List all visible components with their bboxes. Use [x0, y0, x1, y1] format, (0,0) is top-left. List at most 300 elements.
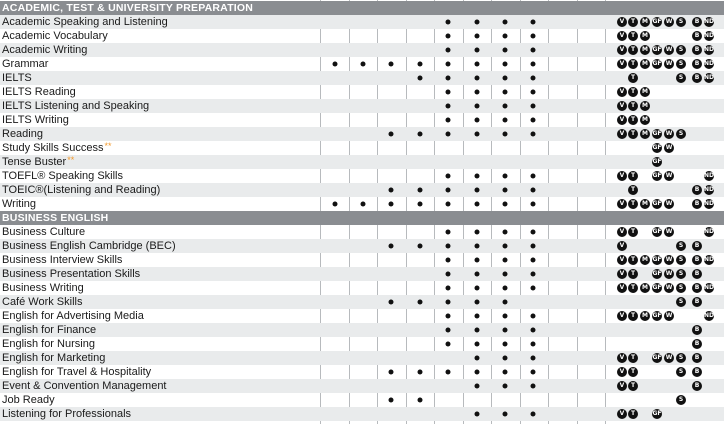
m-icon: M [640, 115, 650, 125]
level-dot [475, 314, 480, 319]
course-name [2, 393, 55, 407]
v-icon: V [617, 101, 627, 111]
table-row [0, 267, 724, 281]
course-label-text: Business Interview Skills [2, 254, 123, 266]
level-dot [531, 202, 536, 207]
s-icon: S [676, 17, 686, 27]
course-name [2, 29, 108, 43]
level-dot [531, 286, 536, 291]
course-name [2, 57, 48, 71]
level-dot [531, 244, 536, 249]
course-label-text: Business Culture [2, 226, 86, 238]
gf-icon: GF [652, 410, 662, 417]
m-icon: M [640, 87, 650, 97]
course-label-text: Reading [2, 128, 43, 140]
level-dot [475, 202, 480, 207]
course-name [2, 407, 131, 421]
w-icon: W [665, 228, 673, 235]
v-icon: V [617, 241, 627, 251]
level-dot [389, 370, 394, 375]
w-icon: W [665, 46, 673, 53]
table-row [0, 43, 724, 57]
w-icon: W [665, 130, 673, 137]
level-dot [503, 20, 508, 25]
level-dot [531, 188, 536, 193]
t-icon: T [628, 227, 638, 237]
level-dot [446, 62, 451, 67]
level-dot [531, 34, 536, 39]
level-dot [531, 342, 536, 347]
level-dot [475, 34, 480, 39]
gf-icon: GF [652, 60, 662, 67]
level-dot [475, 90, 480, 95]
v-icon: V [617, 353, 627, 363]
s-icon: S [676, 297, 686, 307]
t-icon: T [628, 31, 638, 41]
b-icon: B [692, 73, 702, 83]
level-dot [446, 90, 451, 95]
table-row [0, 323, 724, 337]
nd-icon: ND [704, 228, 715, 235]
s-icon: S [676, 353, 686, 363]
course-name [2, 309, 144, 323]
level-dot [389, 132, 394, 137]
level-dot [446, 104, 451, 109]
course-label-text: BUSINESS ENGLISH [2, 212, 109, 224]
course-name [2, 183, 160, 197]
s-icon: S [676, 269, 686, 279]
m-icon: M [640, 311, 650, 321]
m-icon: M [640, 255, 650, 265]
table-row [0, 141, 724, 155]
course-name [2, 155, 74, 169]
level-dot [418, 62, 423, 67]
gf-icon: GF [652, 18, 662, 25]
w-icon: W [665, 18, 673, 25]
course-name [2, 113, 69, 127]
course-label-text: Academic Speaking and Listening [2, 16, 168, 28]
course-name [2, 99, 149, 113]
b-icon: B [692, 199, 702, 209]
level-dot [475, 188, 480, 193]
table-row [0, 57, 724, 71]
level-dot [531, 118, 536, 123]
level-dot [531, 384, 536, 389]
course-label-text: Café Work Skills [2, 296, 83, 308]
level-dot [531, 174, 536, 179]
course-label-text: IELTS Reading [2, 86, 76, 98]
v-icon: V [617, 269, 627, 279]
course-name [2, 267, 140, 281]
level-dot [475, 76, 480, 81]
level-dot [475, 342, 480, 347]
t-icon: T [628, 101, 638, 111]
level-dot [361, 202, 366, 207]
v-icon: V [617, 129, 627, 139]
level-dot [475, 48, 480, 53]
t-icon: T [628, 269, 638, 279]
table-row [0, 29, 724, 43]
level-dot [503, 244, 508, 249]
level-dot [418, 132, 423, 137]
table-row [0, 379, 724, 393]
level-dot [446, 34, 451, 39]
table-row [0, 309, 724, 323]
table-row [0, 127, 724, 141]
table-row [0, 71, 724, 85]
level-dot [503, 48, 508, 53]
level-dot [446, 314, 451, 319]
level-dot [503, 76, 508, 81]
level-dot [503, 62, 508, 67]
level-dot [446, 230, 451, 235]
level-dot [503, 188, 508, 193]
level-dot [475, 244, 480, 249]
s-icon: S [676, 395, 686, 405]
level-dot [475, 132, 480, 137]
course-label-text: IELTS Listening and Speaking [2, 100, 150, 112]
level-dot [446, 328, 451, 333]
level-dot [418, 300, 423, 305]
m-icon: M [640, 101, 650, 111]
level-dot [446, 202, 451, 207]
v-icon: V [617, 409, 627, 419]
level-dot [475, 384, 480, 389]
level-dot [531, 272, 536, 277]
level-dot [446, 300, 451, 305]
level-dot [503, 412, 508, 417]
nd-icon: ND [704, 32, 715, 39]
level-dot [475, 286, 480, 291]
course-label-text: Business English Cambridge (BEC) [2, 240, 176, 252]
level-dot [531, 132, 536, 137]
s-icon: S [676, 73, 686, 83]
level-dot [475, 258, 480, 263]
m-icon: M [640, 129, 650, 139]
course-label-text: TOEIC®(Listening and Reading) [2, 184, 161, 196]
nd-icon: ND [704, 74, 715, 81]
v-icon: V [617, 283, 627, 293]
level-dot [446, 258, 451, 263]
level-dot [503, 90, 508, 95]
course-name [2, 351, 105, 365]
level-dot [531, 48, 536, 53]
t-icon: T [628, 199, 638, 209]
level-dot [531, 356, 536, 361]
v-icon: V [617, 255, 627, 265]
level-dot [446, 286, 451, 291]
b-icon: B [692, 339, 702, 349]
level-dot [531, 230, 536, 235]
m-icon: M [640, 59, 650, 69]
gf-icon: GF [652, 46, 662, 53]
level-dot [446, 272, 451, 277]
gf-icon: GF [652, 354, 662, 361]
level-dot [333, 202, 338, 207]
level-dot [503, 356, 508, 361]
level-dot [475, 300, 480, 305]
b-icon: B [692, 185, 702, 195]
m-icon: M [640, 283, 650, 293]
table-row [0, 365, 724, 379]
level-dot [361, 62, 366, 67]
level-dot [503, 118, 508, 123]
level-dot [418, 202, 423, 207]
gf-icon: GF [652, 172, 662, 179]
v-icon: V [617, 31, 627, 41]
level-dot [475, 20, 480, 25]
v-icon: V [617, 87, 627, 97]
t-icon: T [628, 381, 638, 391]
level-dot [418, 398, 423, 403]
v-icon: V [617, 171, 627, 181]
course-name [2, 239, 176, 253]
course-name [2, 43, 87, 57]
course-name [2, 85, 76, 99]
level-dot [446, 188, 451, 193]
v-icon: V [617, 59, 627, 69]
course-label-text: Writing [2, 198, 37, 210]
level-dot [446, 20, 451, 25]
level-dot [503, 34, 508, 39]
level-dot [475, 356, 480, 361]
course-name [2, 253, 122, 267]
level-dot [475, 328, 480, 333]
course-label-text: English for Marketing [2, 352, 106, 364]
level-dot [503, 342, 508, 347]
t-icon: T [628, 73, 638, 83]
level-dot [503, 384, 508, 389]
m-icon: M [640, 31, 650, 41]
section-title [2, 211, 108, 225]
t-icon: T [628, 45, 638, 55]
v-icon: V [617, 115, 627, 125]
course-label-text: Study Skills Success [2, 142, 104, 154]
level-dot [446, 342, 451, 347]
table-row [0, 393, 724, 407]
t-icon: T [628, 171, 638, 181]
level-dot [475, 104, 480, 109]
level-dot [531, 314, 536, 319]
level-dot [389, 188, 394, 193]
t-icon: T [628, 129, 638, 139]
table-row [0, 15, 724, 29]
course-label-text: IELTS Writing [2, 114, 69, 126]
course-name [2, 141, 112, 155]
v-icon: V [617, 17, 627, 27]
course-label-text: Business Presentation Skills [2, 268, 141, 280]
nd-icon: ND [704, 172, 715, 179]
level-dot [389, 398, 394, 403]
level-dot [503, 230, 508, 235]
level-dot [503, 174, 508, 179]
nd-icon: ND [704, 256, 715, 263]
w-icon: W [665, 354, 673, 361]
level-dot [503, 314, 508, 319]
level-dot [418, 76, 423, 81]
nd-icon: ND [704, 186, 715, 193]
s-icon: S [676, 241, 686, 251]
course-label-text: TOEFL® Speaking Skills [2, 170, 124, 182]
level-dot [503, 370, 508, 375]
t-icon: T [628, 367, 638, 377]
gf-icon: GF [652, 284, 662, 291]
level-dot [446, 174, 451, 179]
w-icon: W [665, 172, 673, 179]
level-dot [503, 272, 508, 277]
table-row [0, 239, 724, 253]
nd-icon: ND [704, 46, 715, 53]
table-row [0, 99, 724, 113]
t-icon: T [628, 283, 638, 293]
level-dot [475, 174, 480, 179]
s-icon: S [676, 367, 686, 377]
course-name [2, 295, 82, 309]
level-dot [531, 62, 536, 67]
section-header [0, 1, 724, 15]
gf-icon: GF [652, 312, 662, 319]
course-name [2, 337, 95, 351]
level-dot [446, 118, 451, 123]
table-row [0, 281, 724, 295]
table-row [0, 225, 724, 239]
b-icon: B [692, 45, 702, 55]
level-dot [503, 104, 508, 109]
table-row [0, 85, 724, 99]
v-icon: V [617, 367, 627, 377]
table-row [0, 253, 724, 267]
level-dot [503, 286, 508, 291]
b-icon: B [692, 353, 702, 363]
level-dot [503, 328, 508, 333]
table-row [0, 183, 724, 197]
level-dot [503, 132, 508, 137]
gf-icon: GF [652, 270, 662, 277]
b-icon: B [692, 325, 702, 335]
course-label-text: Tense Buster [2, 156, 67, 168]
gf-icon: GF [652, 256, 662, 263]
s-icon: S [676, 129, 686, 139]
v-icon: V [617, 45, 627, 55]
level-dot [475, 412, 480, 417]
level-dot [531, 90, 536, 95]
level-dot [475, 62, 480, 67]
b-icon: B [692, 17, 702, 27]
gf-icon: GF [652, 130, 662, 137]
t-icon: T [628, 409, 638, 419]
course-label-text: Grammar [2, 58, 49, 70]
course-name [2, 379, 167, 393]
course-label-text: Listening for Professionals [2, 408, 132, 420]
table-row [0, 169, 724, 183]
v-icon: V [617, 311, 627, 321]
nd-icon: ND [704, 60, 715, 67]
m-icon: M [640, 199, 650, 209]
course-name [2, 197, 36, 211]
w-icon: W [665, 200, 673, 207]
table-row [0, 197, 724, 211]
nd-icon: ND [704, 18, 715, 25]
s-icon: S [676, 283, 686, 293]
level-dot [333, 62, 338, 67]
b-icon: B [692, 297, 702, 307]
b-icon: B [692, 59, 702, 69]
course-name [2, 281, 84, 295]
table-row [0, 113, 724, 127]
course-label-text: English for Nursing [2, 338, 95, 350]
level-dot [475, 118, 480, 123]
nd-icon: ND [704, 312, 715, 319]
course-name [2, 127, 43, 141]
level-dot [503, 300, 508, 305]
course-label-text: English for Travel & Hospitality [2, 366, 152, 378]
t-icon: T [628, 353, 638, 363]
gf-icon: GF [652, 144, 662, 151]
course-name [2, 323, 96, 337]
level-dot [475, 272, 480, 277]
footnote-asterisk: ** [104, 141, 112, 151]
table-row [0, 351, 724, 365]
s-icon: S [676, 255, 686, 265]
table-row [0, 407, 724, 421]
course-label-text: Business Writing [2, 282, 84, 294]
course-name [2, 225, 85, 239]
t-icon: T [628, 87, 638, 97]
level-dot [446, 370, 451, 375]
level-dot [531, 258, 536, 263]
level-dot [503, 202, 508, 207]
level-dot [389, 300, 394, 305]
table-row [0, 337, 724, 351]
level-dot [531, 20, 536, 25]
level-dot [531, 370, 536, 375]
section-title [2, 1, 253, 15]
b-icon: B [692, 241, 702, 251]
course-label-text: IELTS [2, 72, 32, 84]
w-icon: W [665, 256, 673, 263]
b-icon: B [692, 381, 702, 391]
course-name [2, 71, 32, 85]
level-dot [418, 370, 423, 375]
nd-icon: ND [704, 200, 715, 207]
m-icon: M [640, 45, 650, 55]
gf-icon: GF [652, 158, 662, 165]
w-icon: W [665, 270, 673, 277]
level-dot [418, 244, 423, 249]
b-icon: B [692, 269, 702, 279]
course-label-text: Event & Convention Management [2, 380, 167, 392]
course-label-text: Academic Writing [2, 44, 88, 56]
level-dot [446, 48, 451, 53]
b-icon: B [692, 255, 702, 265]
t-icon: T [628, 311, 638, 321]
gf-icon: GF [652, 228, 662, 235]
b-icon: B [692, 283, 702, 293]
level-dot [446, 76, 451, 81]
level-dot [531, 328, 536, 333]
course-label-text: ACADEMIC, TEST & UNIVERSITY PREPARATION [2, 2, 254, 14]
s-icon: S [676, 59, 686, 69]
level-dot [389, 62, 394, 67]
level-dot [531, 104, 536, 109]
v-icon: V [617, 199, 627, 209]
t-icon: T [628, 255, 638, 265]
t-icon: T [628, 17, 638, 27]
b-icon: B [692, 31, 702, 41]
level-dot [446, 244, 451, 249]
gf-icon: GF [652, 200, 662, 207]
section-header [0, 211, 724, 225]
